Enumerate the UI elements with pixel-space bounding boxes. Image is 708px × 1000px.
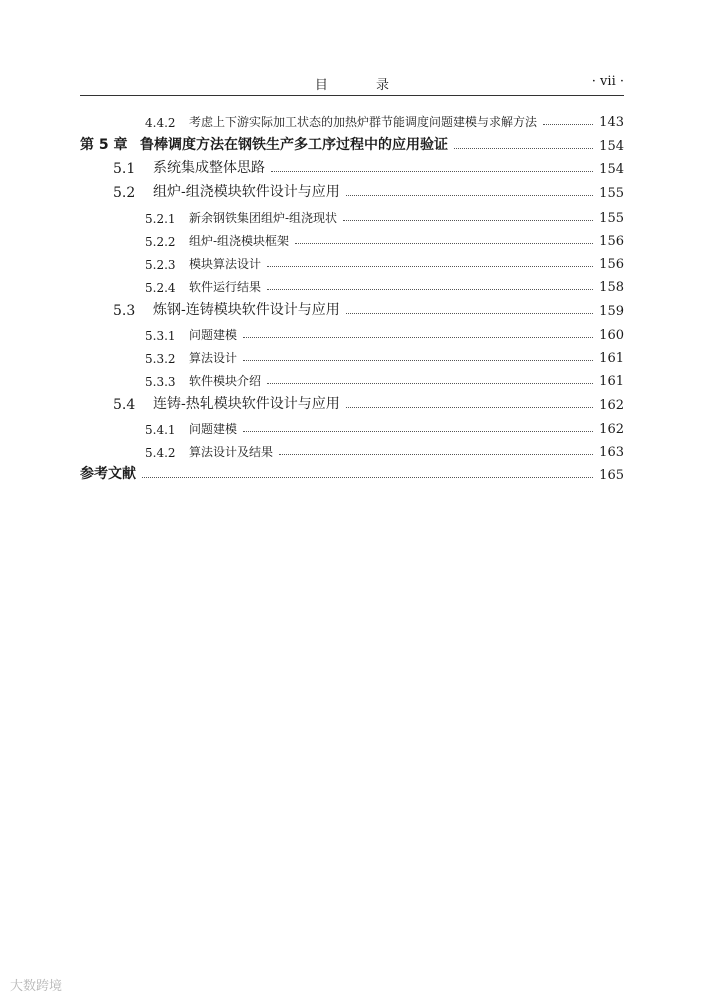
- toc-entry-title: 系统集成整体思路: [153, 160, 265, 176]
- toc-entry-number: 5.1: [113, 161, 136, 177]
- toc-entry: [80, 367, 624, 389]
- dot-leader: [271, 171, 593, 172]
- toc-entry-number: 5.4: [113, 397, 136, 413]
- toc-entry-title: 考虑上下游实际加工状态的加热炉群节能调度问题建模与求解方法: [189, 115, 538, 129]
- toc-entry-number: 5.4.2: [145, 446, 176, 460]
- toc-entry-title: 参考文献: [80, 466, 136, 482]
- toc-entry-page: 165: [599, 468, 624, 483]
- dot-leader: [343, 220, 593, 221]
- toc-entry-number: 5.3.1: [145, 329, 176, 343]
- toc-entry-page: 159: [599, 304, 624, 319]
- toc-entry-page: 158: [599, 280, 624, 295]
- toc-entry: [80, 204, 624, 226]
- toc-entry-title: 鲁棒调度方法在钢铁生产多工序过程中的应用验证: [140, 137, 448, 153]
- toc-entry-title: 模块算法设计: [189, 257, 262, 271]
- toc-entry-title: 新余钢铁集团组炉-组浇现状: [189, 211, 338, 225]
- toc-entry-page: 161: [599, 374, 624, 389]
- toc-entry: [80, 155, 624, 177]
- toc-entry-number: 5.3.2: [145, 352, 176, 366]
- dot-leader: [142, 477, 593, 478]
- toc-entry-title: 组炉-组浇模块软件设计与应用: [153, 184, 340, 200]
- dot-leader: [543, 124, 593, 125]
- toc-entry-page: 162: [599, 398, 624, 413]
- toc-entry: [80, 321, 624, 343]
- toc-entry-page: 155: [599, 186, 624, 201]
- toc-entry: [80, 438, 624, 460]
- toc-entry-title: 软件模块介绍: [189, 374, 262, 388]
- toc-entry: [80, 344, 624, 366]
- toc-entry: [80, 179, 624, 201]
- dot-leader: [267, 289, 593, 290]
- toc-entry-title: 连铸-热轧模块软件设计与应用: [153, 396, 340, 412]
- toc-entry-number: 5.2.4: [145, 281, 176, 295]
- toc-entry-number: 5.2.1: [145, 212, 176, 226]
- toc-entry-title: 算法设计: [189, 351, 238, 365]
- toc-entry-page: 154: [599, 162, 624, 177]
- header-rule: [80, 95, 624, 96]
- toc-entry: [80, 297, 624, 319]
- toc-entry-number: 第 5 章: [80, 137, 128, 153]
- toc-entry-title: 算法设计及结果: [189, 445, 274, 459]
- dot-leader: [243, 337, 593, 338]
- toc-entry-number: 5.3.3: [145, 375, 176, 389]
- toc-entry-page: 163: [599, 445, 624, 460]
- toc-entry-page: 143: [599, 115, 624, 130]
- toc-entry-page: 161: [599, 351, 624, 366]
- header-title: 目 录: [314, 78, 412, 93]
- dot-leader: [243, 431, 593, 432]
- toc-entry-page: 156: [599, 257, 624, 272]
- toc-entry: [80, 273, 624, 295]
- toc-entry-page: 160: [599, 328, 624, 343]
- toc-entry: [80, 391, 624, 413]
- toc-entry: [80, 108, 624, 130]
- dot-leader: [243, 360, 593, 361]
- toc-entry-title: 问题建模: [189, 328, 238, 342]
- toc-entry-page: 155: [599, 211, 624, 226]
- dot-leader: [267, 266, 593, 267]
- toc-entry-title: 软件运行结果: [189, 280, 262, 294]
- watermark: 大数跨境: [10, 979, 63, 994]
- toc-entry-number: 5.2.3: [145, 258, 176, 272]
- dot-leader: [346, 407, 593, 408]
- toc-entry-number: 5.2.2: [145, 235, 176, 249]
- toc-entry-title: 问题建模: [189, 422, 238, 436]
- toc-entry-number: 5.4.1: [145, 423, 176, 437]
- header-page-number: · vii ·: [591, 74, 624, 89]
- toc-entry-page: 154: [599, 139, 624, 154]
- toc-entry: [80, 250, 624, 272]
- toc-entry-page: 156: [599, 234, 624, 249]
- dot-leader: [346, 313, 593, 314]
- dot-leader: [279, 454, 593, 455]
- toc-entry-number: 5.3: [113, 303, 136, 319]
- toc-entry: [80, 461, 624, 483]
- toc-entry: [80, 132, 624, 154]
- dot-leader: [454, 148, 593, 149]
- dot-leader: [295, 243, 593, 244]
- toc-entry-title: 炼钢-连铸模块软件设计与应用: [153, 302, 340, 318]
- toc-entry: [80, 227, 624, 249]
- toc-entry-page: 162: [599, 422, 624, 437]
- toc-entry-title: 组炉-组浇模块框架: [189, 234, 290, 248]
- dot-leader: [346, 195, 593, 196]
- toc-entry: [80, 415, 624, 437]
- toc-entry-number: 4.4.2: [145, 116, 176, 130]
- toc-entry-number: 5.2: [113, 185, 136, 201]
- page-header: [80, 70, 624, 94]
- dot-leader: [267, 383, 593, 384]
